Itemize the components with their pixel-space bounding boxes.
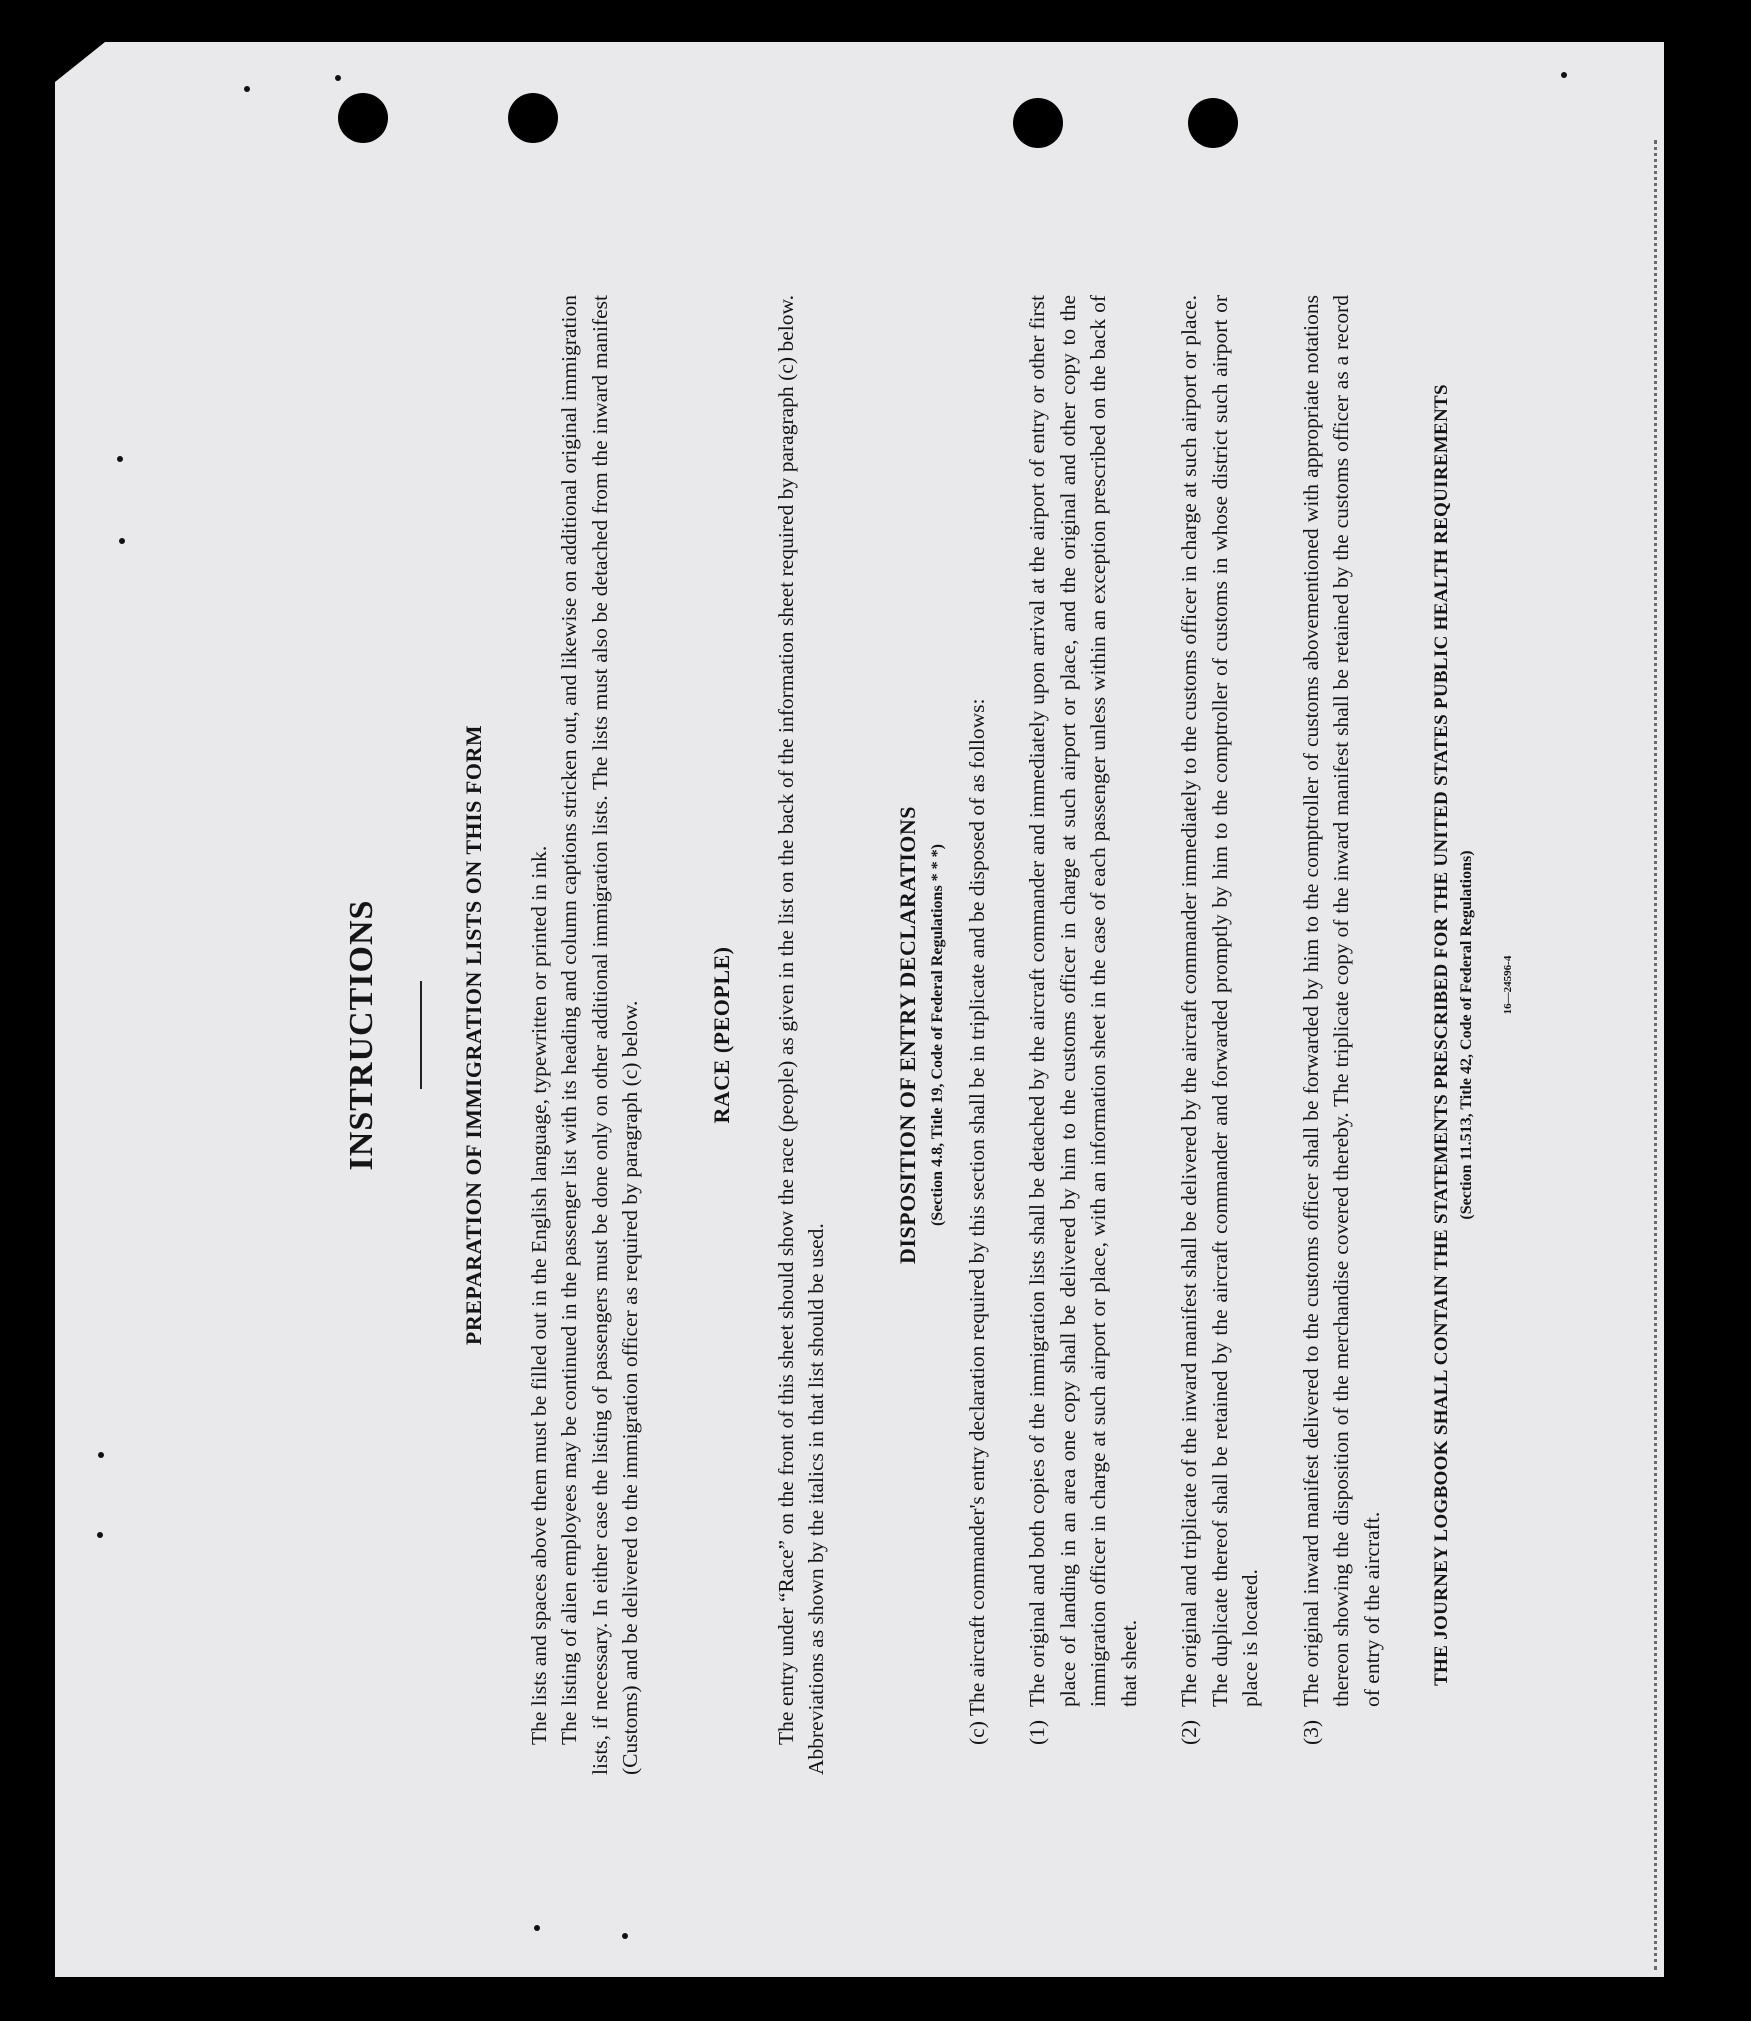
instructions-text-block (320, 255, 1515, 1815)
disposition-item-2 (1174, 295, 1266, 1775)
punch-hole (1013, 98, 1063, 148)
punch-hole (508, 93, 558, 143)
title-underline (420, 981, 422, 1089)
scan-speck (119, 538, 125, 544)
scan-speck (117, 456, 123, 462)
preparation-paragraph-2: The listing of alien employees may be continued in the passenger list with its heading and column captions stricken out, and likewise on additional original immigration lists, if necessary. In either case the listing of passengers must be done only on other additional immigration lists. The lists must also be detached from the inward manifest (Customs) and be delivered to the immigration officer as required by paragraph (c) below. (557, 295, 643, 1775)
form-number: 16—24596-4 (1502, 955, 1515, 1015)
disposition-intro: (c) The aircraft commander's entry declaration required by this section shall be in triplicate and be disposed of as follows: (964, 698, 989, 1745)
scan-speck (534, 1925, 540, 1931)
punch-hole (338, 93, 388, 143)
scan-speck (335, 75, 341, 81)
item-number: (2) (1177, 1719, 1202, 1745)
race-paragraph: The entry under “Race” on the front of this sheet should show the race (people) as given in the list on the back of the information sheet required by paragraph (c) below. Abbreviations as shown by the italics in that list should be used. (773, 295, 829, 1775)
scan-speck (622, 1933, 628, 1939)
document-title: INSTRUCTIONS (343, 899, 380, 1171)
perforation-line (1654, 140, 1657, 1970)
item-text: The original inward manifest delivered to the customs officer shall be forwarded by him to the comptroller of customs abovementioned with appropriate notations thereon showing the disposition of the merchandise covered thereby. The triplicate copy of the inward manifest shall be retained by the customs officer as a record of entry of the aircraft. (1298, 295, 1384, 1707)
scan-speck (97, 1532, 103, 1538)
item-number: (3) (1298, 1719, 1323, 1745)
disposition-heading: DISPOSITION OF ENTRY DECLARATIONS (894, 805, 920, 1265)
preparation-paragraph-1: The lists and spaces above them must be filled out in the English language, typewritten or printed in ink. (526, 845, 551, 1745)
disposition-item-1 (1022, 295, 1144, 1775)
item-text: The original and both copies of the immigration lists shall be detached by the aircraft commander and immediately upon arrival at the airport of entry or other first place of landing in an area one copy shall be delivered by him to the customs officer in charge at such airport or place, and the original and other copy to the immigration officer in charge at such airport or place, with an information sheet in the case of each passenger unless within an exception prescribed on the back of that sheet. (1025, 295, 1141, 1707)
public-health-citation: (Section 11.513, Title 42, Code of Federal Regulations) (1458, 850, 1476, 1220)
disposition-citation: (Section 4.8, Title 19, Code of Federal Regulations * * *) (929, 843, 947, 1227)
public-health-statement: THE JOURNEY LOGBOOK SHALL CONTAIN THE STATEMENTS PRESCRIBED FOR THE UNITED STATES PUBLIC HEALTH REQUIREMENTS (1431, 384, 1453, 1686)
item-number: (1) (1025, 1719, 1050, 1745)
punch-hole (1188, 98, 1238, 148)
preparation-heading: PREPARATION OF IMMIGRATION LISTS ON THIS FORM (461, 724, 487, 1346)
item-text: The original and triplicate of the inward manifest shall be delivered by the aircraft commander immediately to the customs officer in charge at such airport or place. The duplicate thereof shall be retained by the aircraft commander and forwarded promptly by him to the comptroller of customs in whose district such airport or place is located. (1177, 295, 1263, 1707)
disposition-item-3 (1296, 295, 1388, 1775)
scan-speck (1561, 72, 1567, 78)
scan-speck (244, 86, 250, 92)
race-heading: RACE (PEOPLE) (708, 946, 734, 1124)
scan-speck (98, 1452, 104, 1458)
